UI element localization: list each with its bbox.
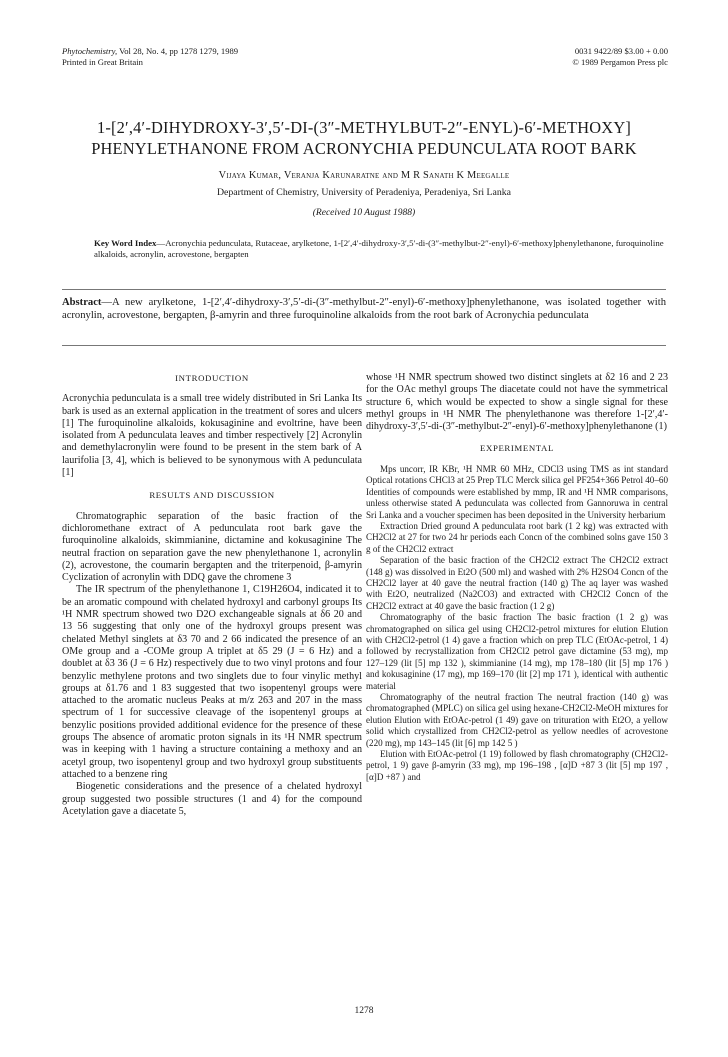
journal-volume: Vol 28, No. 4, pp 1278 1279, 1989 — [117, 46, 239, 56]
issn-code: 0031 9422/89 $3.00 + 0.00 — [574, 46, 668, 56]
results-paragraph-1: Chromatographic separation of the basic fraction of the dichloromethane extract of A pedunculata root bark gave the furoquinoline alkaloids, skimmianine, dictamine and kokusaginine The neutral fraction on separation gave the new phenylethanone 1, acronylin (2), acrovestone, the coumarin bergapten and the triterpenoid, β-amyrin Cyclization of acronylin with DDQ gave the chromene 3 — [62, 510, 362, 584]
experimental-paragraph-5: Chromatography of the neutral fraction The neutral fraction (140 g) was chromatographed (MPLC) on silica gel using hexane-CH2Cl2-MeOH mixtures for elution Elution with EtOAc-petrol (1 49) gave on trituration with Et2O, a yellow solid which crystallized from CH2Cl2-petrol as yellow needles of acrovestone (220 mg), mp 143–145 (lit [6] mp 142 5 ) — [366, 692, 668, 748]
keywords-label: Key Word Index — [94, 238, 157, 248]
title-line-2: PHENYLETHANONE FROM ACRONYCHIA PEDUNCULATA ROOT BARK — [91, 139, 637, 158]
experimental-paragraph-6: Elution with EtOAc-petrol (1 19) followed by flash chromatography (CH2Cl2-petrol, 1 9) gave β-amyrin (33 mg), mp 196–198 , [α]D +87 3 (lit [5] mp 197 , [α]D +87 ) and — [366, 749, 668, 782]
left-column — [62, 372, 362, 818]
divider-top — [62, 289, 666, 290]
abstract — [62, 296, 666, 322]
experimental-paragraph-2: Extraction Dried ground A pedunculata root bark (1 2 kg) was extracted with CH2Cl2 at 27 for two 24 hr periods each Concn of the combined solns gave 150 3 g of the CH2Cl2 extract — [366, 520, 668, 554]
experimental-heading: EXPERIMENTAL — [480, 443, 554, 454]
article-title — [40, 117, 688, 159]
intro-heading: INTRODUCTION — [175, 373, 249, 383]
title-line-1: 1-[2′,4′-DIHYDROXY-3′,5′-DI-(3″-METHYLBUT-2″-ENYL)-6′-METHOXY] — [96, 118, 632, 137]
printed-in: Printed in Great Britain — [62, 57, 143, 67]
authors: Vijaya Kumar, Veranja Karunaratne and M R Sanath K Meegalle — [218, 170, 510, 181]
received-date: (Received 10 August 1988) — [312, 208, 416, 218]
keywords — [94, 238, 668, 261]
journal-header-right — [572, 46, 668, 68]
intro-paragraph: Acronychia pedunculata is a small tree widely distributed in Sri Lanka Its bark is used as an external application in the treatment of sores and ulcers [1] The furoquinoline alkaloids, kokusaginine and evoltrine, have been isolated from A pedunculata leaves and timber respectively [2] Acronylin and demethylacronylin were found to be present in the stem bark of A laurifolia [3, 4], which is believed to be synonymous with A pedunculata [1] — [62, 393, 362, 479]
keywords-text: —Acronychia pedunculata, Rutaceae, arylketone, 1-[2′,4′-dihydroxy-3′,5′-di-(3″-methylbut-2″-enyl)-6′-methoxy]phenylethanone, furoquinoline alkaloids, acronylin, acrovestone, bergapten — [94, 238, 664, 260]
journal-name: Phytochemistry, — [62, 46, 118, 56]
abstract-label: Abstract — [62, 297, 102, 308]
right-lead-paragraph: whose ¹H NMR spectrum showed two distinct singlets at δ2 16 and 2 23 for the OAc methyl groups The diacetate could not have the symmetrical structure 6, which would be expected to show a single signal for these methyl groups in ¹H NMR The phenylethanone was therefore 1-[2′,4′-dihydroxy-3′,5′-di-(3″-methylbut-2″-enyl)-6′-methoxy]phenylethanone (1) — [366, 372, 668, 433]
results-paragraph-3: Biogenetic considerations and the presence of a chelated hydroxyl group suggested two possible structures (1 and 4) for the compound Acetylation gave a diacetate 5, — [62, 781, 362, 817]
experimental-paragraph-1: Mps uncorr, IR KBr, ¹H NMR 60 MHz, CDCl3 using TMS as int standard Optical rotations CHCl3 at 25 Prep TLC Merck silica gel PF254+366 Petrol 40–60 Identities of compounds were established by mmp, IR and ¹H NMR comparisons, unless otherwise stated A pedunculata was collected from Gannoruwa in central Sri Lanka and a voucher specimen has been deposited in the University herbarium — [366, 463, 668, 520]
right-column — [366, 372, 668, 783]
journal-header-left — [62, 46, 238, 68]
results-paragraph-2: The IR spectrum of the phenylethanone 1, C19H26O4, indicated it to be an aromatic compound with chelated hydroxyl and carbonyl groups Its ¹H NMR spectrum showed two D2O exchangeable signals at δ6 20 and 13 56 suggesting that only one of the hydroxyl groups present was chelated Methyl singlets at δ3 70 and 2 66 indicated the presence of an OMe group and a -COMe group A triplet at δ5 29 (J = 6 Hz) and a doublet at δ3 36 (J = 6 Hz) respectively due to two vinyl protons and four benzylic methylene protons and two singlets due to four vinylic methyl groups at δ1.76 and 1 83 suggested that two isopentenyl groups were attached to the aromatic nucleus Peaks at m/z 263 and 207 in the mass spectrum of 1 for successive cleavage of the isopentenyl groups at benzylic positions provided additional evidence for the presence of these groups The absence of aromatic proton signals in its ¹H NMR spectrum was in keeping with 1 having a structure containing a methoxy and an acetyl group, two isopentenyl group and two hydroxyl group substituents attached to a benzene ring — [62, 584, 362, 780]
experimental-paragraph-3: Separation of the basic fraction of the CH2Cl2 extract The CH2Cl2 extract (148 g) was dissolved in Et2O (500 ml) and washed with 2% H2SO4 Concn of the CH2Cl2 layer at 40 gave the neutral fraction (140 g) The aq layer was washed with Et2O, neutralized (Na2CO3) and extracted with CH2Cl2 Concn of the CH2Cl2 extract at 40 gave the basic fraction (1 2 g) — [366, 555, 668, 611]
divider-bottom — [62, 345, 666, 346]
results-heading: RESULTS AND DISCUSSION — [149, 490, 275, 501]
copyright: © 1989 Pergamon Press plc — [572, 57, 668, 67]
abstract-text: —A new arylketone, 1-[2′,4′-dihydroxy-3′,5′-di-(3″-methylbut-2″-enyl)-6′-methoxy]phenylethanone, was isolated together with acronylin, acrovestone, bergapten, β-amyrin and three furoquinoline alkaloids from the root bark of Acronychia pedunculata — [62, 297, 666, 322]
experimental-paragraph-4: Chromatography of the basic fraction The basic fraction (1 2 g) was chromatographed on silica gel using CH2Cl2-petrol mixtures for elution Elution with CH2Cl2-petrol (1 4) gave a fraction which on prep TLC (EtOAc-petrol, 1 4) followed by recrystallization from CH2Cl2 petrol gave dictamine (53 mg), mp 127–129 (lit [5] mp 132 ), skimmianine (14 mg), mp 178–180 (lit [5] mp 176 ) and kokusaginine (17 mg), mp 169–170 (lit [2] mp 171 ), identical with authentic material — [366, 612, 668, 691]
page-number: 1278 — [354, 1006, 374, 1016]
affiliation: Department of Chemistry, University of Peradeniya, Peradeniya, Sri Lanka — [216, 187, 511, 198]
